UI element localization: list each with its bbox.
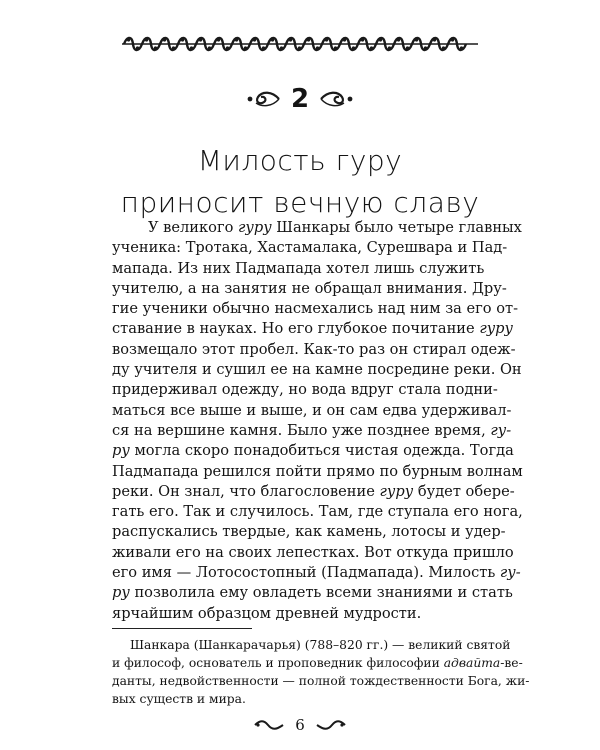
body-line: мапада. Из них Падмапада хотел лишь служить [112,259,485,277]
footnote-line: Шанкара (Шанкарачарья) (788–820 гг.) — великий святой [130,638,511,652]
chapter-number: 2 [290,84,310,114]
body-line: Падмапада решился пойти прямо по бурным волнам [112,462,523,480]
chapter-title-line-2: приносит вечную славу [120,186,480,219]
body-line: учителю, а на занятия не обращал внимания. Дру- [112,279,507,297]
chapter-title-line-1: Милость гуру [197,144,403,177]
body-paragraph [112,218,523,624]
body-line: возмещало этот пробел. Как-то раз он стирал одеж- [112,340,516,358]
top-ornament-border [120,33,480,55]
footnote-divider [112,628,252,629]
footnote [112,636,530,708]
body-line: гать его. Так и случилось. Там, где ступала его нога, [112,503,523,521]
chapter-heading [0,86,600,112]
body-line: живали его на своих лепестках. Вот откуда пришло [112,543,514,561]
page-footer [0,714,600,734]
body-line: гие ученики обычно насмехались над ним за его от- [112,300,519,318]
body-line: ру позволила ему овладеть всеми знаниями и стать [112,584,513,602]
body-line: его имя — Лотосостопный (Падмапада). Милость гу- [112,564,521,582]
body-line: реки. Он знал, что благословение гуру будет обере- [112,482,515,500]
body-line: ставание в науках. Но его глубокое почитание гуру [112,320,513,338]
page-number: 6 [295,715,305,734]
body-line: ру могла скоро понадобиться чистая одежда. Тогда [112,442,514,460]
right-page-ornament-icon [316,719,346,731]
body-line: ся на вершине камня. Было уже позднее время, гу- [112,421,512,439]
body-line: ученика: Тротака, Хастамалака, Сурешвара и Пад- [112,239,508,257]
body-line: ду учителя и сушил ее на камне посредине реки. Он [112,361,522,379]
footnote-line: и философ, основатель и проповедник философии адвайта-ве- [112,656,523,670]
body-line: распускались твердые, как камень, лотосы и удер- [112,523,506,541]
left-page-ornament-icon [254,719,284,731]
body-line: У великого гуру Шанкары было четыре главных [148,219,522,236]
footnote-line: вых существ и мира. [112,692,246,706]
left-flourish-icon [246,89,280,109]
body-line: придерживал одежду, но вода вдруг стала подни- [112,381,498,399]
right-flourish-icon [320,89,354,109]
chapter-title [0,140,600,224]
body-line: маться все выше и выше, и он сам едва удерживал- [112,401,512,419]
footnote-line: данты, недвойственности — полной тождественности Бога, жи- [112,674,530,688]
body-line: ярчайшим образцом древней мудрости. [112,604,422,622]
